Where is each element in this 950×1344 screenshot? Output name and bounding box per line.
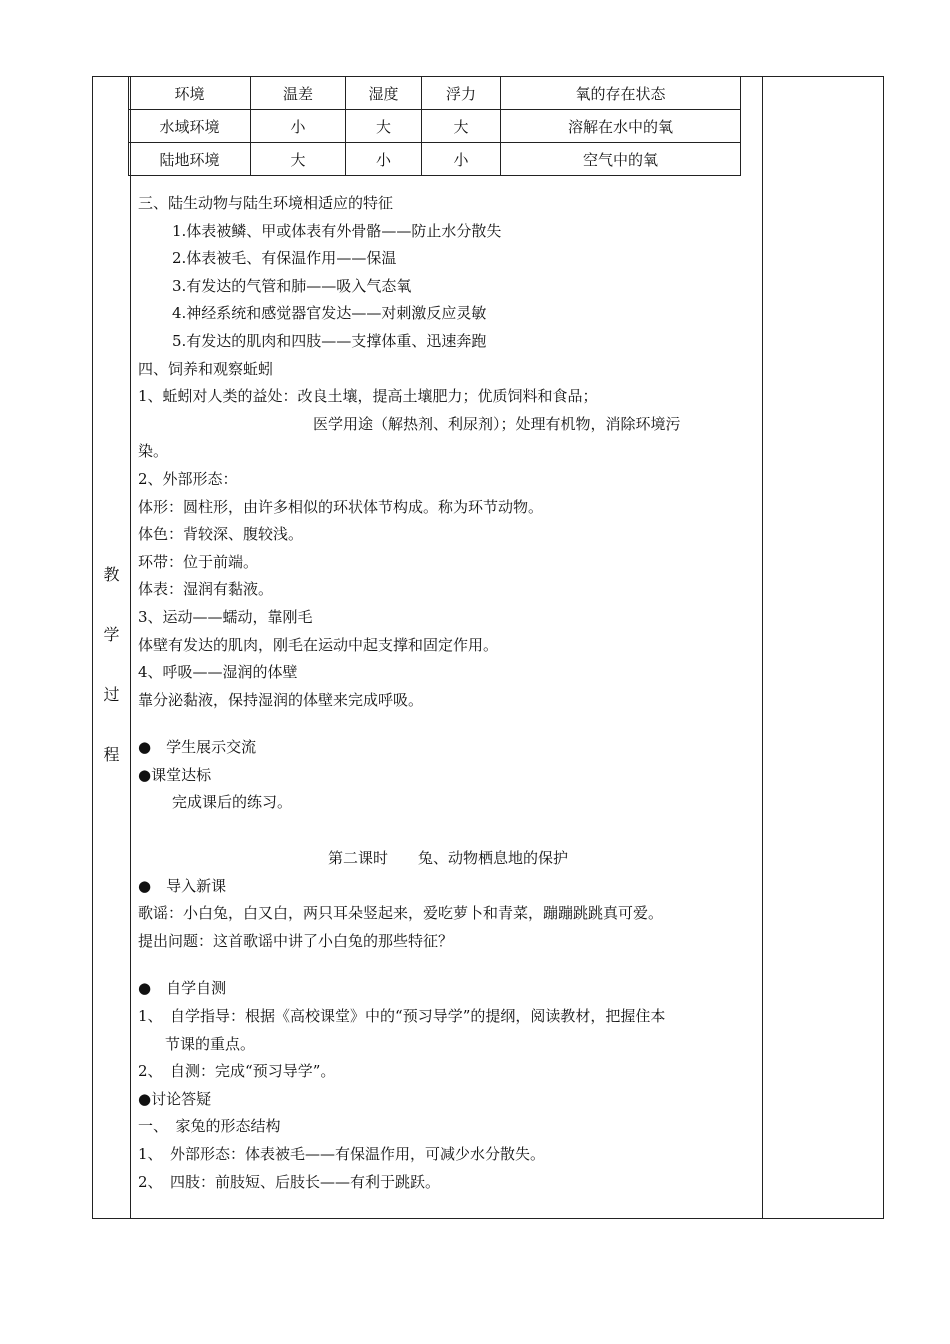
- list-item: 5.有发达的肌肉和四肢——支撑体重、迅速奔跑: [172, 331, 487, 350]
- paragraph-line: 完成课后的练习。: [172, 793, 293, 812]
- table-header-row: [129, 77, 741, 110]
- paragraph-line: 靠分泌黏液，保持湿润的体壁来完成呼吸。: [138, 690, 424, 709]
- table-cell: 大: [346, 110, 422, 143]
- column-divider-left: [130, 77, 131, 1218]
- spacer: [138, 714, 758, 734]
- bullet-heading: ●讨论答疑: [138, 1089, 212, 1108]
- table-cell: 空气中的氧: [501, 143, 741, 176]
- bullet-heading: ● 导入新课: [138, 876, 227, 895]
- table-cell: 小: [422, 143, 501, 176]
- paragraph-line: 2、外部形态：: [138, 469, 238, 488]
- paragraph-line: 4、呼吸——湿润的体壁: [138, 663, 298, 682]
- spacer: [138, 955, 758, 975]
- table-cell: 小: [346, 143, 422, 176]
- paragraph-line: 医学用途（解热剂、利尿剂）；处理有机物，消除环境污: [313, 414, 681, 433]
- paragraph-line: 环带：位于前端。: [138, 552, 259, 571]
- paragraph-line: 1、 自学指导：根据《高校课堂》中的“预习导学”的提纲，阅读教材，把握住本: [138, 1007, 666, 1026]
- lesson-title: 第二课时 兔、动物栖息地的保护: [327, 849, 568, 868]
- paragraph-line: 1、蚯蚓对人类的益处：改良土壤，提高土壤肥力；优质饲料和食品；: [138, 387, 598, 406]
- side-char: 教: [103, 565, 120, 584]
- table-header-cell: 浮力: [422, 77, 501, 110]
- list-item: 2.体表被毛、有保温作用——保温: [172, 249, 397, 268]
- table-cell: 大: [251, 143, 346, 176]
- list-item: 3.有发达的气管和肺——吸入气态氧: [172, 276, 412, 295]
- paragraph-line: 提出问题：这首歌谣中讲了小白兔的那些特征？: [138, 931, 454, 950]
- bullet-heading: ● 自学自测: [138, 979, 227, 998]
- table-header-cell: 氧的存在状态: [501, 77, 741, 110]
- paragraph-line: 体表：湿润有黏液。: [138, 580, 274, 599]
- side-char: 过: [103, 685, 120, 704]
- paragraph-line: 体形：圆柱形，由许多相似的环状体节构成。称为环节动物。: [138, 497, 544, 516]
- table-row: [129, 110, 741, 143]
- list-item: 4.神经系统和感觉器官发达——对刺激反应灵敏: [172, 304, 487, 323]
- paragraph-line: 节课的重点。: [165, 1034, 256, 1053]
- section-heading: 三、陆生动物与陆生环境相适应的特征: [138, 194, 394, 212]
- table-cell: 溶解在水中的氧: [501, 110, 741, 143]
- bullet-heading: ● 学生展示交流: [138, 738, 257, 757]
- section-heading: 四、饲养和观察蚯蚓: [138, 359, 274, 378]
- paragraph-line: 2、 自测：完成“预习导学”。: [138, 1062, 336, 1081]
- bullet-heading: ●课堂达标: [138, 765, 212, 784]
- paragraph-line: 歌谣：小白兔，白又白，两只耳朵竖起来，爱吃萝卜和青菜，蹦蹦跳跳真可爱。: [138, 904, 664, 923]
- table-cell: 大: [422, 110, 501, 143]
- paragraph-line: 染。: [138, 442, 169, 461]
- table-cell: 水域环境: [129, 110, 251, 143]
- paragraph-line: 体色：背较深、腹较浅。: [138, 525, 304, 544]
- side-label: [93, 565, 130, 805]
- table-cell: 小: [251, 110, 346, 143]
- side-char: 学: [103, 625, 120, 644]
- lesson-content: [138, 190, 758, 1196]
- table-header-cell: 湿度: [346, 77, 422, 110]
- environment-table: [128, 76, 741, 176]
- paragraph-line: 1、 外部形态：体表被毛——有保温作用，可减少水分散失。: [138, 1145, 546, 1163]
- section-heading: 一、 家兔的形态结构: [138, 1117, 281, 1136]
- table-header-cell: 温差: [251, 77, 346, 110]
- spacer: [138, 817, 758, 845]
- paragraph-line: 3、运动——蠕动，靠刚毛: [138, 607, 313, 626]
- paragraph-line: 体壁有发达的肌肉，刚毛在运动中起支撑和固定作用。: [138, 635, 499, 654]
- table-header-cell: 环境: [129, 77, 251, 110]
- table-cell: 陆地环境: [129, 143, 251, 176]
- paragraph-line: 2、 四肢：前肢短、后肢长——有利于跳跃。: [138, 1172, 441, 1191]
- side-char: 程: [103, 745, 120, 764]
- list-item: 1.体表被鳞、甲或体表有外骨骼——防止水分散失: [172, 221, 502, 240]
- column-divider-right: [762, 77, 763, 1218]
- table-row: [129, 143, 741, 176]
